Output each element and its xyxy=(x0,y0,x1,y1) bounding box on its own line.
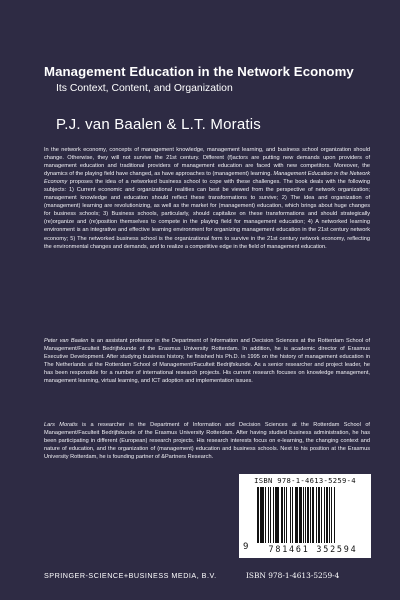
description-text: In the network economy, concepts of management knowledge, management learning, and business school organization should change. Otherwise, they will not survive the 21st century. Different (f)actors are putting new demands upon providers of management education and traditional providers of management education are faced with new competitors. Moreover, the dynamics of the playing field have changed, as have approaches to (management) learning. xyxy=(44,147,370,178)
author-name: Lars Moratis xyxy=(44,422,78,428)
barcode-digits: 781461 352594 xyxy=(268,544,358,554)
footer-isbn: ISBN 978-1-4613-5259-4 xyxy=(246,571,340,580)
description-paragraph xyxy=(44,146,370,251)
book-title: Management Education in the Network Economy xyxy=(44,64,354,79)
barcode-bars xyxy=(257,487,365,543)
barcode-box xyxy=(239,474,371,558)
description-italic-title: Management Education in the Network Economy xyxy=(44,171,370,186)
publisher-name: SPRINGER-SCIENCE+BUSINESS MEDIA, B.V. xyxy=(44,571,217,580)
author-bio-moratis xyxy=(44,421,370,461)
author-name: Peter van Baalen xyxy=(44,338,89,344)
author-bio-text: is an assistant professor in the Department of Information and Decision Sciences at the Rotterdam School of Management/Faculteit Bedrijfskunde of the Erasmus University Rotterdam. In addition, he is academic director of Erasmus Executive Development. After studying business history, he finished his Ph.D. in 1995 on the history of management education in The Netherlands at the Rotterdam School of Management/Faculteit Bedrijfskunde. As a senior researcher and project leader, he has been responsible for a number of international research projects. His current research focuses on knowledge management, management learning, virtual learning, and ICT adoption and implementation issues. xyxy=(44,338,370,385)
barcode-isbn-label: ISBN 978-1-4613-5259-4 xyxy=(254,476,356,485)
barcode-gap xyxy=(335,487,336,543)
author-bio-text: is a researcher in the Department of Information and Decision Sciences at the Rotterdam School of Management/Faculteit Bedrijfskunde of the Erasmus University Rotterdam. After having studied business administration, he has been participating in different (European) research projects. His research interests focus on e-learning, the changing context and nature of education, and the organization of (management) education and business schools. Next to his position at the Erasmus University Rotterdam, he is founding partner of &Partners Research. xyxy=(44,422,370,461)
author-bio-van-baalen xyxy=(44,337,370,385)
book-authors: P.J. van Baalen & L.T. Moratis xyxy=(56,116,261,133)
barcode-first-digit: 9 xyxy=(243,542,249,552)
description-text-rest: proposes the idea of a networked business school to cope with these challenges. The book deals with the following subjects: 1) Current economic and organizational realities can best be viewed from the perspective of network organization; management knowledge and education should reflect these transformations to survive; 2) The idea and organization of (management) learning are revolutionizing, as well as the market for (management) education, which brings about huge changes for business schools; 3) Business schools, particularly, should capitalize on these transformations and should strategically (re)organize and (re)position themselves to compete in the playing field for management education; 4) A networked learning environment is an integrative and effective learning environment for organizing management education in the 21st century network economy; 5) The networked business school is the organizational form to survive in the 21st century network economy, reflecting the environmental changes and demands, and to realize a competitive edge in the field of management education. xyxy=(44,179,370,250)
book-subtitle: Its Context, Content, and Organization xyxy=(56,83,233,94)
